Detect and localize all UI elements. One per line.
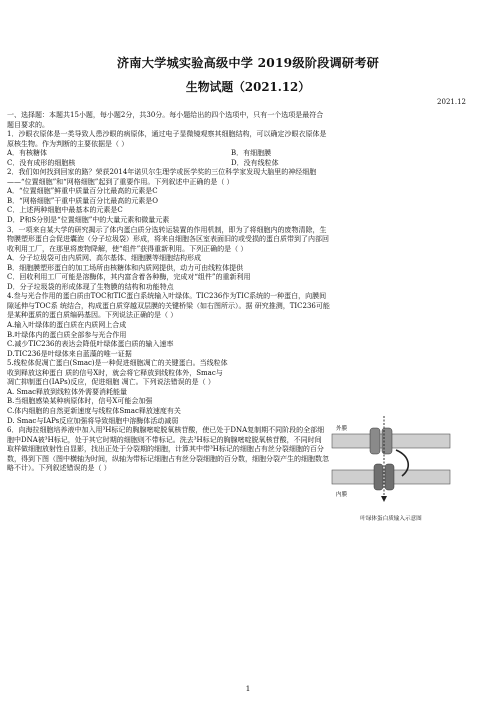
q4-option-d: D.TIC236是叶绿体来自蓝藻的唯一证据 <box>7 349 132 358</box>
q1-option-b: B．有细胞膜 <box>231 149 272 158</box>
exam-date: 2021.12 <box>437 98 466 106</box>
q2-stem: 2．我们如何找到回家的路？荣获2014年诺贝尔生理学或医学奖的三位科学家发现大脑里的神经细胞 <box>7 168 317 177</box>
q3-option-b: B．细胞膜塑形蛋白的加工场所由核糖体和内质网提供，动力可由线粒体提供 <box>7 263 244 272</box>
q6-stem: 数，得到下图（图中横轴为时间，纵轴为带标记细胞占有丝分裂细胞的百分数，细胞分裂产生的细胞数忽 <box>7 454 329 463</box>
q1-stem: 原核生物。作为判断的主要依据是（ ） <box>7 139 129 148</box>
q5-option-a: A. Smac释放到线粒体外需要消耗能量 <box>7 387 128 396</box>
q3-stem: 收利用工厂，在那里将废物降解，使“组件”获得重新利用。下列正确的是（ ） <box>7 244 248 253</box>
q2-stem: ——“位置细胞”和“网格细胞”起到了重要作用。下列叙述中正确的是（ ） <box>7 177 234 186</box>
q3-option-a: A．分子垃圾袋可由内质网、高尔基体、细胞膜等细胞结构形成 <box>7 254 202 263</box>
q1-option-d: D．没有线粒体 <box>231 158 279 167</box>
q5-stem: 5.线粒体促凋亡蛋白(Smac)是一种促进细胞凋亡的关键蛋白。当线粒体 <box>7 359 228 368</box>
arrow-head-icon <box>381 496 387 502</box>
exam-title: 济南大学城实验高级中学 2019级阶段调研考研 <box>116 56 380 70</box>
page-number: 1 <box>245 684 251 693</box>
q5-option-c: C.体内细胞的自然更新速度与线粒体Smac释放速度有关 <box>7 406 181 415</box>
q6-stem: 取样做细胞放射性自显影，找出正处于分裂期的细胞，计算其中带³H标记的细胞占有丝分裂细胞的百分 <box>7 445 324 454</box>
exam-subtitle: 生物试题（2021.12） <box>185 80 311 94</box>
q6-stem: 胞中DNA被³H标记，处于其它时期的细胞则不带标记。洗去³H标记的胸腺嘧啶脱氧核苷酸，不同时间 <box>7 435 322 444</box>
q4-option-a: A.输入叶绿体的蛋白质在内质网上合成 <box>7 321 127 330</box>
outer-membrane-label: 外膜 <box>336 426 348 432</box>
inner-membrane-label: 内膜 <box>336 492 348 498</box>
q4-option-b: B.叶绿体内的蛋白质全部参与光合作用 <box>7 330 127 339</box>
section-intro: 题目要求的。 <box>7 120 49 129</box>
q3-stem: 物膜塑形蛋白会促进囊泡（分子垃圾袋）形成，将来自细胞各区室表面旧的或受损的蛋白质带到了内部回 <box>7 235 329 244</box>
q4-option-c: C.减少TIC236的表达会降低叶绿体蛋白质的输入速率 <box>7 340 174 349</box>
q3-option-d: D．分子垃圾袋的形成体现了生物膜的结构和功能特点 <box>7 282 174 291</box>
q5-stem: 收到释放这种蛋白 质的信号X时，就会将它释放到线粒体外，Smac与 <box>7 368 223 377</box>
q1-stem: 1．沙眼衣原体是一类导致人患沙眼的病原体，通过电子显微镜观察其细胞结构，可以确定沙眼衣原体是 <box>7 130 327 139</box>
q2-option-b: B．“网格细胞”干重中质量百分比最高的元素是O <box>7 196 159 205</box>
q1-options-row1 <box>7 149 491 159</box>
q5-option-d: D. Smac与IAPs反应加强将导致细胞中溶酶体活动减弱 <box>7 416 179 425</box>
chloroplast-import-figure <box>326 412 456 530</box>
q1-option-c: C．没有成形的细胞核 <box>7 158 76 167</box>
q5-option-b: B.当细胞感染某种病原体时，信号X可能会加强 <box>7 397 153 406</box>
q3-stem: 3．一项来自某大学的研究揭示了体内蛋白质分选转运装置的作用机制，即为了将细胞内的废物清除，生 <box>7 225 327 234</box>
q3-option-c: C．回收利用工厂可能是溶酶体，其内富含着各种酶，完成对“组件”的重新利用 <box>7 273 251 282</box>
q2-option-c: C．上述两种细胞中最基本的元素是C <box>7 206 123 215</box>
membrane-diagram <box>326 412 456 512</box>
figure-caption: 叶绿体蛋白质输入示意图 <box>360 516 422 522</box>
q5-stem: 凋亡抑制蛋白(IAPs)反应，促进细胞 凋亡。下列说法错误的是（ ） <box>7 378 215 387</box>
q6-stem: 6．向海拉细胞培养液中加入用³H标记的胸腺嘧啶脱氧核苷酸，使已处于DNA复制期不同阶段的全部细 <box>7 426 325 435</box>
section-intro: 一、选择题：本题共15小题，每小题2分，共30分。每小题给出的四个选项中，只有一个选项是最符合 <box>7 111 324 119</box>
q4-stem: 是某种蛋质的蛋白质编码基因。下列说法正确的是（ ） <box>7 311 178 320</box>
q1-options-row2 <box>7 159 491 169</box>
q6-stem: 略不计）。下列叙述错误的是（ ） <box>7 464 111 473</box>
q2-option-a: A．“位置细胞”鲜重中质量百分比最高的元素是C <box>7 187 158 196</box>
q2-option-d: D．P和S分别是“位置细胞”中的大量元素和微量元素 <box>7 216 170 225</box>
q1-option-a: A．有核糖体 <box>7 149 48 158</box>
q4-stem: 隙延伸与TOC系 统结合，构成蛋白质穿越双层膜的关键桥梁（如右图所示）。据 研究推测，TIC236可能 <box>7 301 330 310</box>
q4-stem: 4.叁与光合作用的蛋白质由TOC和TIC蛋白系统输入叶绿体。TIC236作为TIC系统的一种蛋白，向膜间 <box>7 292 327 301</box>
